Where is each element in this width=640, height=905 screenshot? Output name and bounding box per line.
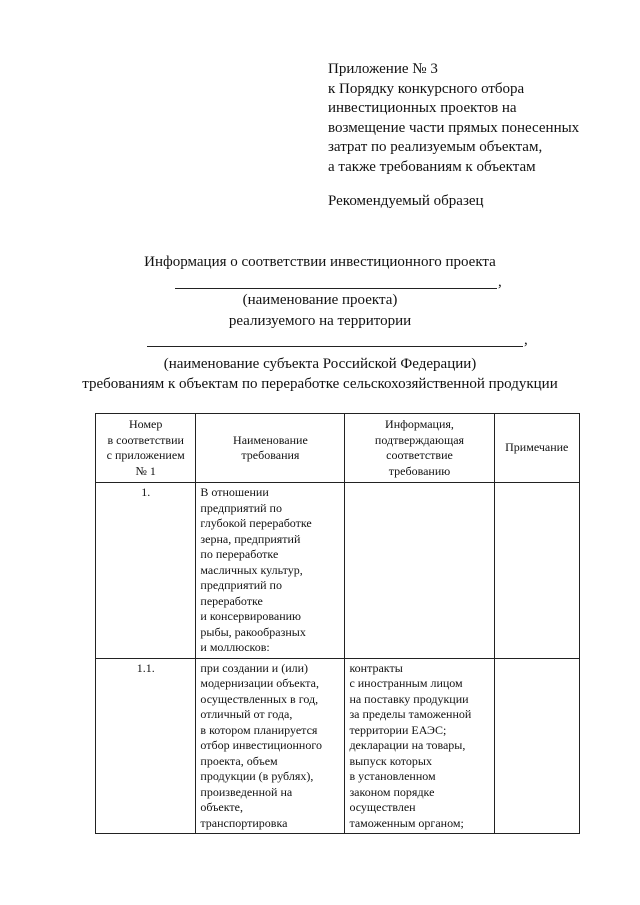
project-name-blank <box>175 288 497 289</box>
row-requirement-name: при создании и (или) модернизации объекта, осуществленных в год, отличный от года, в котором планируется отбор инвестиционного проекта, объем продукции (в рублях), произведенной на объекте, транспортировка <box>196 658 345 834</box>
appendix-line: а также требованиям к объектам <box>328 158 536 175</box>
appendix-line: Приложение № 3 <box>328 61 438 77</box>
caption-subject: (наименование субъекта Российской Федерации) <box>163 356 477 372</box>
appendix-line: инвестиционных проектов на <box>328 100 517 116</box>
comma: , <box>498 274 502 290</box>
appendix-line: к Порядку конкурсного отбора <box>328 80 525 97</box>
table-row <box>96 658 580 834</box>
row-note <box>494 483 579 659</box>
appendix-line: возмещение части прямых понесенных <box>328 119 580 136</box>
row-number: 1. <box>96 483 196 659</box>
header-requirement-name: Наименование требования <box>196 414 345 483</box>
comma: , <box>524 332 528 348</box>
requirements-table <box>95 413 580 834</box>
header-confirming-info: Информация, подтверждающая соответствие требованию <box>345 414 494 483</box>
row-confirming-info: контракты с иностранным лицом на поставку продукции за пределы таможенной территории ЕАЭС; декларации на товары, выпуск которых в установленном законом порядке осуществлен таможенным органом; <box>345 658 494 834</box>
header-note: Примечание <box>494 414 579 483</box>
line-requirements: требованиям к объектам по переработке сельскохозяйственной продукции <box>82 376 558 392</box>
subject-name-blank <box>147 346 523 347</box>
table-row <box>96 483 580 659</box>
header-number: Номер в соответствии с приложением № 1 <box>96 414 196 483</box>
appendix-block <box>328 60 579 177</box>
line-territory: реализуемого на территории <box>228 313 412 329</box>
row-requirement-name: В отношении предприятий по глубокой переработке зерна, предприятий по переработке масличных культур, предприятий по переработке и консервированию рыбы, ракообразных и моллюсков: <box>196 483 345 659</box>
row-number: 1.1. <box>96 658 196 834</box>
sample-label: Рекомендуемый образец <box>328 193 484 209</box>
row-note <box>494 658 579 834</box>
table-header-row <box>96 414 580 483</box>
appendix-line: затрат по реализуемым объектам, <box>328 139 543 155</box>
document-title: Информация о соответствии инвестиционного проекта <box>144 254 496 270</box>
row-confirming-info <box>345 483 494 659</box>
caption-project: (наименование проекта) <box>242 292 398 308</box>
